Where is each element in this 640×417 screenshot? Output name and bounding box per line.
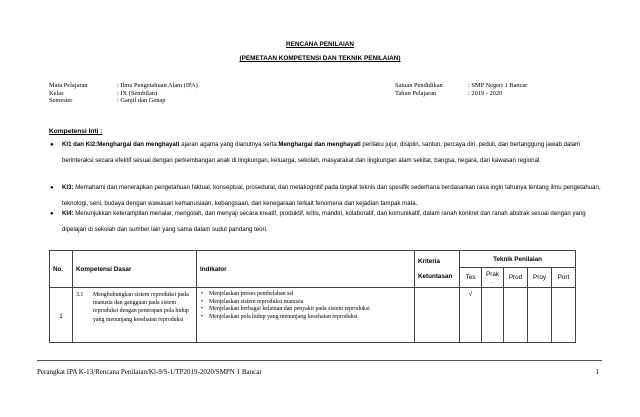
- row-no: 1: [50, 288, 73, 343]
- ki-item-1: [50, 137, 602, 169]
- meta-right: [395, 82, 527, 97]
- indikator-item: • Menjelaskan berbagai kelainan dan penyakit pada sistem reproduksi: [200, 306, 411, 314]
- meta-row: [49, 90, 198, 98]
- header-prak-label: Prak: [486, 270, 499, 278]
- ki-text: Memahami dan menerapkan pengetahuan faktual, konseptual, prosedural, dan metakognitif pada tingkat teknis dan spesifik sederhana berdasarkan rasa ingin tahunya tentang ilmu pengetahuan, teknologi, seni, budaya dengan wawasan kemanusiaan, kebangsaan, dan kenegaraan terkait fenomena dan kejadian tampak mata.: [62, 184, 601, 207]
- row-proy: [528, 288, 552, 343]
- meta-left: [49, 82, 198, 105]
- table-header-row: [50, 251, 576, 268]
- header-proy: Proy: [528, 268, 552, 288]
- meta-value: : Ilmu Pengetahuan Alam (IPA): [117, 82, 198, 89]
- row-indikator: [197, 288, 415, 343]
- kompetensi-inti-heading: Kompetensi Inti :: [49, 128, 103, 135]
- page-number: 1: [595, 368, 599, 376]
- header-kriteria-line1: Kriteria: [418, 258, 441, 265]
- meta-row: [395, 90, 527, 98]
- bullet-icon: ●: [50, 185, 54, 191]
- table-row: [50, 288, 576, 343]
- header-no: No.: [50, 251, 73, 288]
- row-prod: [504, 288, 528, 343]
- ki-text: Menunjukkan keterampilan menalar, mengolah, dan menyaji secara kreatif, produktif, kritis, mandiri, kolaboratif, dan komunikatif, dalam ranah konkret dan ranah abstrak sesuai dengan yang dipelajari di sekolah dan sumber lain yang sama dalam sudut pandang teori.: [62, 210, 586, 233]
- meta-row: [395, 82, 527, 90]
- bullet-icon: ●: [50, 142, 54, 148]
- ki-text: perilaku jujur, disiplin, santun, percaya diri, peduli, dan bertanggung jawab dalam berinteraksi secara efektif sesuai dengan perkembangan anak di lingkungan, keluarga, sekolah, masyarakat dan lingkungan alam sekitar, bangsa, negara, dan kawasan regional.: [62, 141, 581, 164]
- meta-value: : SMP Negeri 1 Bancar: [468, 82, 528, 89]
- assessment-table: [49, 250, 576, 343]
- row-prak: [482, 288, 504, 343]
- kd-text: Menghubungkan sistem reproduksi pada manusia dan gangguan pada sistem reproduksi dengan penerapan pola hidup yang menunjang kesehatan reproduksi: [93, 292, 189, 323]
- header-indikator: Indikator: [197, 251, 415, 288]
- ki-lead: KI3:: [62, 184, 74, 191]
- meta-label: Mata Pelajaran: [49, 82, 88, 89]
- header-teknik-penilaian: Teknik Penilaian: [460, 251, 576, 268]
- indikator-item: • Menjelaskan pola hidup yang menunjang kesehatan reproduksi: [200, 314, 411, 322]
- row-tes-check: √: [460, 288, 482, 343]
- header-prak: [482, 268, 504, 288]
- meta-row: [49, 97, 198, 105]
- meta-value: : Ganjil dan Genap: [117, 97, 166, 105]
- bullet-icon: ●: [50, 211, 54, 217]
- header-kriteria: [415, 251, 460, 288]
- header-prod: Prod: [504, 268, 528, 288]
- header-kompetensi-dasar: Kompetensi Dasar: [73, 251, 197, 288]
- indikator-item: • Menjelaskan sistem reproduksi manusia: [200, 299, 411, 307]
- document-title: RENCANA PENILAIAN: [286, 41, 354, 48]
- header-tes: Tes: [460, 268, 482, 288]
- indikator-item: • Menjelaskan proses pembelahan sel: [200, 291, 411, 299]
- meta-label: Tahun Pelajaran: [395, 89, 437, 97]
- meta-label: Kelas: [49, 89, 64, 97]
- meta-row: [49, 82, 198, 90]
- row-kompetensi-dasar: [73, 288, 197, 343]
- header-kriteria-line2: Ketuntasan: [418, 273, 453, 280]
- kd-code: 3.1: [76, 292, 84, 298]
- meta-label: Semester: [49, 97, 73, 105]
- footer-divider: [37, 360, 602, 361]
- ki-lead: Menghargai dan menghayati: [278, 141, 361, 148]
- header-port: Port: [552, 268, 576, 288]
- header-prak-dot: .: [491, 277, 494, 285]
- ki-lead: KI1 dan KI2:Menghargai dan menghayati: [62, 141, 180, 148]
- ki-text: ajaran agama yang dianutnya serta: [179, 141, 279, 148]
- ki-lead: KI4:: [62, 210, 74, 217]
- row-port: [552, 288, 576, 343]
- footer-text: Perangkat IPA K-13/Rencana Penilaian/Kl-9/S-1/TP2019-2020/SMPN 1 Bancar: [37, 368, 262, 376]
- row-kriteria: [415, 288, 460, 343]
- ki-item-4: [50, 206, 602, 238]
- document-subtitle: (PEMETAAN KOMPETENSI DAN TEKNIK PENILAIAN): [239, 55, 401, 62]
- meta-value: : 2019 - 2020: [468, 89, 503, 97]
- meta-label: Satuan Pendidikan: [395, 82, 443, 89]
- meta-value: : IX (Sembilan): [117, 89, 158, 97]
